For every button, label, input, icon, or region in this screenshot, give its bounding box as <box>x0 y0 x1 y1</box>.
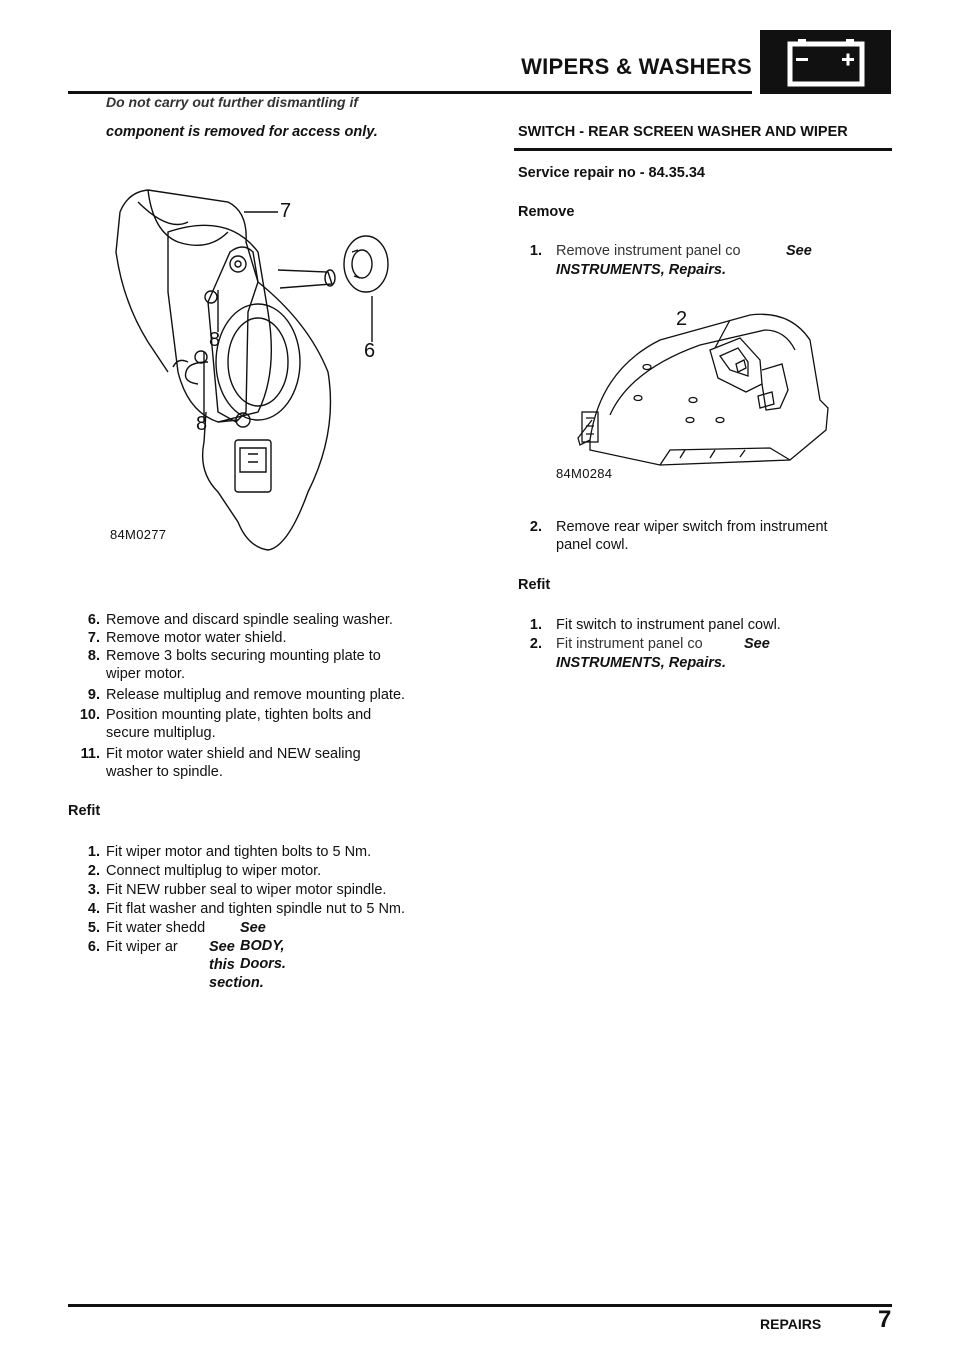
access-note: component is removed for access only. <box>106 124 378 140</box>
cross-reference-link[interactable]: See <box>744 636 770 652</box>
footer-section-label: REPAIRS <box>760 1316 822 1332</box>
refit-heading: Refit <box>68 803 101 819</box>
battery-icon <box>760 30 891 94</box>
figure-label: 84M0284 <box>556 466 613 481</box>
cross-reference-link[interactable]: INSTRUMENTS, Repairs. <box>556 262 726 278</box>
footer-rule <box>68 1304 892 1307</box>
refit-heading: Refit <box>518 577 551 593</box>
cross-reference-link[interactable]: See this section. <box>209 939 264 991</box>
section-rule <box>514 148 892 151</box>
cut-off-text-fragment: Do not carry out further dismantling if <box>106 94 359 110</box>
figure-callout: 2 <box>676 308 688 330</box>
cross-reference-link[interactable]: See <box>786 243 812 259</box>
cross-reference-link[interactable]: See BODY, Doors. <box>240 920 286 972</box>
remove-heading: Remove <box>518 204 575 220</box>
figure-callout: 6 <box>364 340 376 362</box>
figure-instrument-panel-cowl <box>550 300 840 490</box>
figure-label: 84M0277 <box>110 527 167 542</box>
page-number: 7 <box>878 1306 892 1333</box>
cross-reference-link[interactable]: INSTRUMENTS, Repairs. <box>556 655 726 671</box>
figure-callout: 8 <box>209 329 221 351</box>
section-title: SWITCH - REAR SCREEN WASHER AND WIPER <box>518 124 848 140</box>
page-header-title: WIPERS & WASHERS <box>521 54 752 79</box>
figure-wiper-motor <box>108 172 408 552</box>
figure-callout: 8 <box>196 413 208 435</box>
service-repair-number: Service repair no - 84.35.34 <box>518 165 705 181</box>
figure-callout: 7 <box>280 200 292 222</box>
